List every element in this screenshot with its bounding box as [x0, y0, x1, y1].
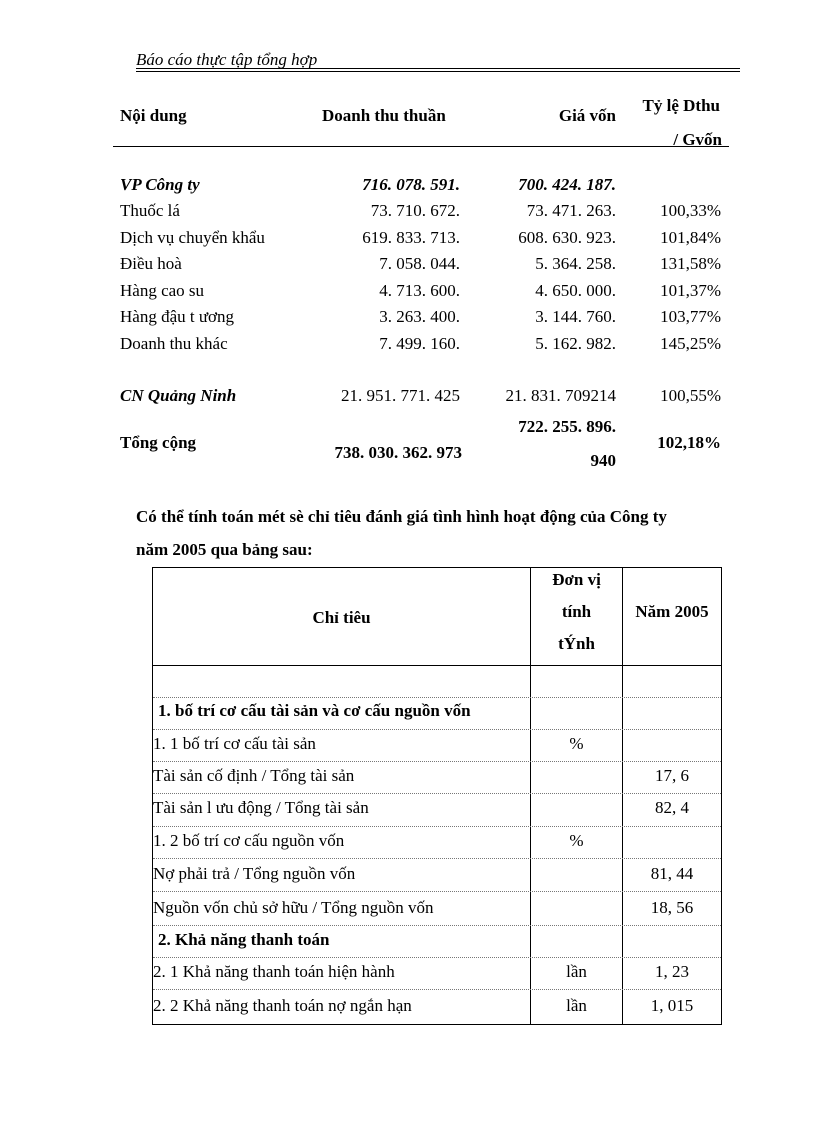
row-label: Nợ phải trả / Tổng nguồn vốn: [153, 864, 356, 883]
col-header-revenue: Doanh thu thuần: [322, 106, 446, 125]
intro-line-2: năm 2005 qua bảng sau:: [136, 540, 313, 559]
row-revenue: 73. 710. 672.: [370, 201, 460, 220]
row-value: 18, 56: [650, 898, 694, 917]
row-revenue: 619. 833. 713.: [362, 228, 460, 247]
row-cost: 3. 144. 760.: [535, 307, 616, 326]
row-divider: [153, 729, 721, 730]
row-label: 1. 2 bố trí cơ cấu nguồn vốn: [153, 831, 345, 850]
row-divider: [153, 925, 721, 926]
row-ratio: 103,77%: [660, 307, 721, 326]
col-header-indicator: Chỉ tiêu: [312, 608, 371, 627]
row-label: 2. 2 Khả năng thanh toán nợ ngắn hạn: [153, 996, 412, 1015]
group-vp-revenue: 716. 078. 591.: [362, 175, 460, 194]
row-divider: [153, 858, 721, 859]
row-label: 2. 1 Khả năng thanh toán hiện hành: [153, 962, 395, 981]
row-name: Dịch vụ chuyển khẩu: [120, 228, 265, 247]
col-header-content: Nội dung: [120, 106, 187, 125]
row-unit: %: [569, 831, 584, 850]
row-divider: [153, 793, 721, 794]
total-revenue: 738. 030. 362. 973: [334, 443, 462, 462]
row-ratio: 100,33%: [660, 201, 721, 220]
row-cost: 5. 364. 258.: [535, 254, 616, 273]
row-ratio: 131,58%: [660, 254, 721, 273]
row-name: Điều hoà: [120, 254, 182, 273]
total-name: Tổng cộng: [120, 433, 197, 452]
row-ratio: 101,37%: [660, 281, 721, 300]
row-cost: 5. 162. 982.: [535, 334, 616, 353]
col-header-ratio-line1: Tỷ lệ Dthu: [642, 96, 720, 115]
total-ratio: 102,18%: [657, 433, 721, 452]
total-cost-line1: 722. 255. 896.: [518, 417, 616, 436]
col-header-unit-line2: tính: [561, 602, 592, 621]
row-name: Hàng đậu t ương: [120, 307, 235, 326]
total-cost-line2: 940: [590, 451, 616, 470]
row-cost: 608. 630. 923.: [518, 228, 616, 247]
row-divider: [153, 989, 721, 990]
row-divider: [153, 697, 721, 698]
row-divider: [153, 826, 721, 827]
row-label: Tài sản cố định / Tổng tài sản: [153, 766, 355, 785]
col-header-unit-line3: tÝnh: [558, 634, 595, 653]
group-cn-name: CN Quảng Ninh: [120, 386, 237, 405]
header-rule-bottom: [136, 71, 740, 72]
row-label: Nguồn vốn chủ sở hữu / Tổng nguồn vốn: [153, 898, 434, 917]
group-cn-ratio: 100,55%: [660, 386, 721, 405]
header-rule-top: [136, 68, 740, 69]
row-value: 82, 4: [655, 798, 689, 817]
row-divider: [153, 957, 721, 958]
table2-header-rule: [153, 665, 721, 666]
row-name: Thuốc lá: [120, 201, 180, 220]
row-ratio: 145,25%: [660, 334, 721, 353]
row-cost: 73. 471. 263.: [526, 201, 616, 220]
row-name: Hàng cao su: [120, 281, 205, 300]
row-unit: lần: [566, 962, 587, 981]
row-label: 2. Khả năng thanh toán: [158, 930, 330, 949]
group-vp-cost: 700. 424. 187.: [518, 175, 616, 194]
group-cn-revenue: 21. 951. 771. 425: [341, 386, 460, 405]
col-header-unit-line1: Đơn vị: [552, 570, 601, 589]
row-unit: %: [569, 734, 584, 753]
row-value: 81, 44: [650, 864, 694, 883]
row-label: 1. 1 bố trí cơ cấu tài sản: [153, 734, 316, 753]
group-vp-name: VP Công ty: [120, 175, 200, 194]
row-label: 1. bố trí cơ cấu tài sản và cơ cấu nguồn vốn: [158, 701, 471, 720]
table1-header-separator: [113, 146, 729, 147]
row-revenue: 7. 058. 044.: [379, 254, 460, 273]
row-value: 1, 015: [650, 996, 694, 1015]
row-divider: [153, 761, 721, 762]
row-revenue: 7. 499. 160.: [379, 334, 460, 353]
col-header-cost: Giá vốn: [558, 106, 616, 125]
row-cost: 4. 650. 000.: [535, 281, 616, 300]
row-ratio: 101,84%: [660, 228, 721, 247]
row-divider: [153, 891, 721, 892]
report-header: Báo cáo thực tập tổng hợp: [136, 50, 318, 69]
row-label: Tài sản l ưu động / Tổng tài sản: [153, 798, 369, 817]
row-revenue: 3. 263. 400.: [379, 307, 460, 326]
intro-line-1: Có thể tính toán mét sè chỉ tiêu đánh giá tình hình hoạt động của Công ty: [136, 507, 667, 526]
intro-paragraph: [136, 500, 741, 566]
row-revenue: 4. 713. 600.: [379, 281, 460, 300]
col-header-ratio-line2: / Gvốn: [673, 130, 722, 149]
row-unit: lần: [566, 996, 587, 1015]
row-value: 17, 6: [655, 766, 689, 785]
row-value: 1, 23: [655, 962, 689, 981]
group-cn-cost: 21. 831. 709214: [505, 386, 616, 405]
row-name: Doanh thu khác: [120, 334, 228, 353]
col-header-year: Năm 2005: [635, 602, 709, 621]
